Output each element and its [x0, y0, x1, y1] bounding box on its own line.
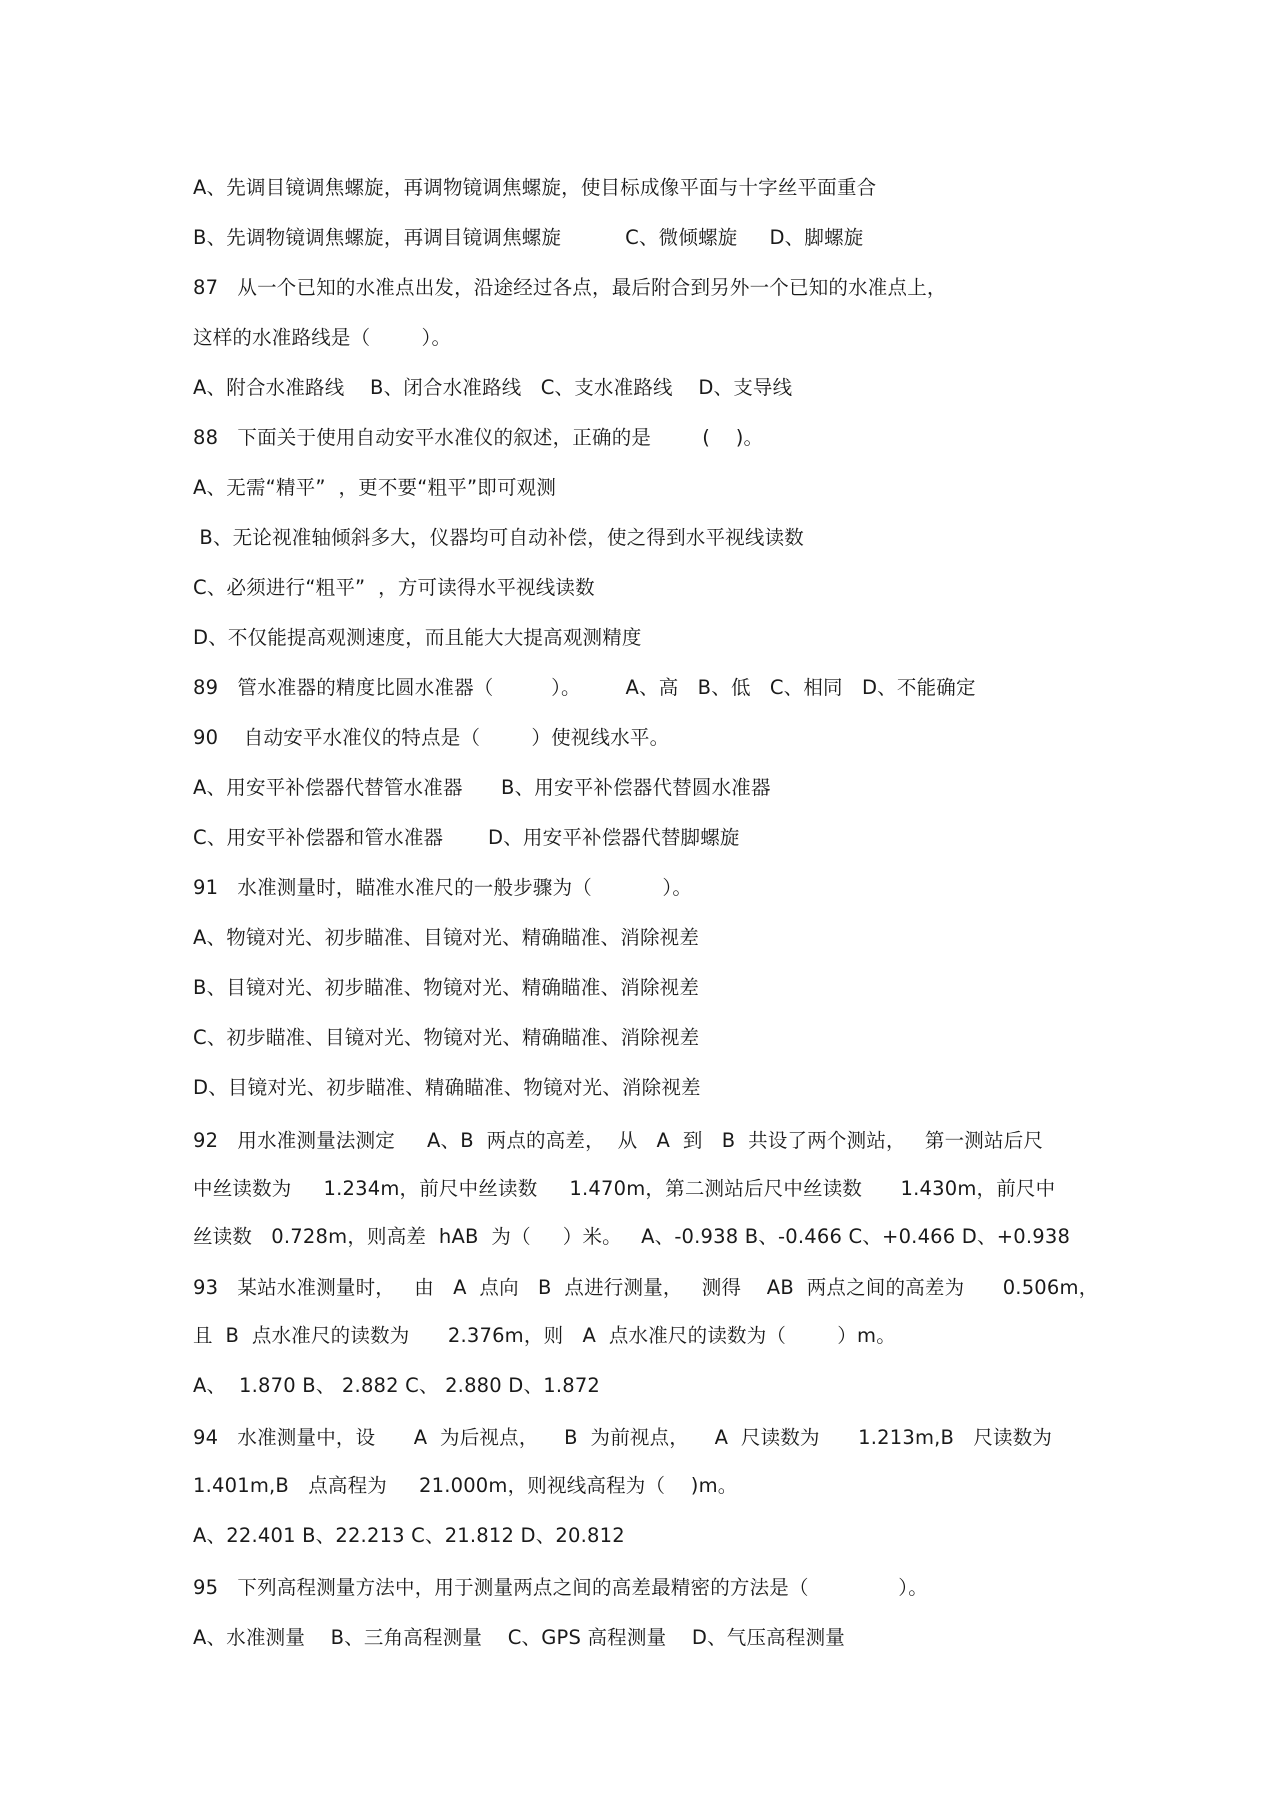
- option-line: D、不仅能提高观测速度，而且能大大提高观测精度: [193, 626, 642, 649]
- option-line: A、 1.870 B、 2.882 C、 2.880 D、1.872: [193, 1374, 601, 1397]
- option-line: C、用安平补偿器和管水准器 D、用安平补偿器代替脚螺旋: [193, 826, 740, 849]
- option-line: A、水准测量 B、三角高程测量 C、GPS 高程测量 D、气压高程测量: [193, 1626, 845, 1649]
- question-88: 88 下面关于使用自动安平水准仪的叙述，正确的是 ( )。: [193, 426, 764, 449]
- question-91: 91 水准测量时，瞄准水准尺的一般步骤为（ ）。: [193, 876, 693, 899]
- option-line: C、初步瞄准、目镜对光、物镜对光、精确瞄准、消除视差: [193, 1026, 700, 1049]
- question-92-cont: 中丝读数为 1.234m，前尺中丝读数 1.470m，第二测站后尺中丝读数 1.430m，前尺中: [193, 1177, 1056, 1200]
- question-90: 90 自动安平水准仪的特点是（ ）使视线水平。: [193, 726, 670, 749]
- option-line: D、目镜对光、初步瞄准、精确瞄准、物镜对光、消除视差: [193, 1076, 701, 1099]
- option-line: B、目镜对光、初步瞄准、物镜对光、精确瞄准、消除视差: [193, 976, 700, 999]
- option-line: B、无论视准轴倾斜多大，仪器均可自动补偿，使之得到水平视线读数: [193, 526, 804, 549]
- option-line: A、22.401 B、22.213 C、21.812 D、20.812: [193, 1524, 625, 1547]
- question-93-cont: 且 B 点水准尺的读数为 2.376m，则 A 点水准尺的读数为（ ）m。: [193, 1324, 896, 1347]
- option-line: A、附合水准路线 B、闭合水准路线 C、支水准路线 D、支导线: [193, 376, 793, 399]
- question-95: 95 下列高程测量方法中，用于测量两点之间的高差最精密的方法是（ ）。: [193, 1576, 928, 1599]
- option-line: C、必须进行“粗平” ，方可读得水平视线读数: [193, 576, 595, 599]
- question-87: 87 从一个已知的水准点出发，沿途经过各点，最后附合到另外一个已知的水准点上，: [193, 276, 947, 299]
- question-87-cont: 这样的水准路线是（ ）。: [193, 326, 452, 349]
- question-89: 89 管水准器的精度比圆水准器（ ）。 A、高 B、低 C、相同 D、不能确定: [193, 676, 976, 699]
- question-94: 94 水准测量中，设 A 为后视点， B 为前视点， A 尺读数为 1.213m,B 尺读数为: [193, 1426, 1053, 1449]
- option-line: A、先调目镜调焦螺旋，再调物镜调焦螺旋，使目标成像平面与十字丝平面重合: [193, 176, 877, 199]
- option-line: A、物镜对光、初步瞄准、目镜对光、精确瞄准、消除视差: [193, 926, 700, 949]
- option-line: A、无需“精平” ，更不要“粗平”即可观测: [193, 476, 557, 499]
- question-92-cont: 丝读数 0.728m，则高差 hAB 为（ ）米。 A、-0.938 B、-0.466 C、+0.466 D、+0.938: [193, 1225, 1071, 1248]
- question-93: 93 某站水准测量时， 由 A 点向 B 点进行测量， 测得 AB 两点之间的高差为 0.506m，: [193, 1276, 1099, 1299]
- question-92: 92 用水准测量法测定 A、B 两点的高差， 从 A 到 B 共设了两个测站， 第一测站后尺: [193, 1129, 1044, 1152]
- question-94-cont: 1.401m,B 点高程为 21.000m，则视线高程为（ )m。: [193, 1474, 738, 1497]
- option-line: A、用安平补偿器代替管水准器 B、用安平补偿器代替圆水准器: [193, 776, 771, 799]
- option-line: B、先调物镜调焦螺旋，再调目镜调焦螺旋 C、微倾螺旋 D、脚螺旋: [193, 226, 864, 249]
